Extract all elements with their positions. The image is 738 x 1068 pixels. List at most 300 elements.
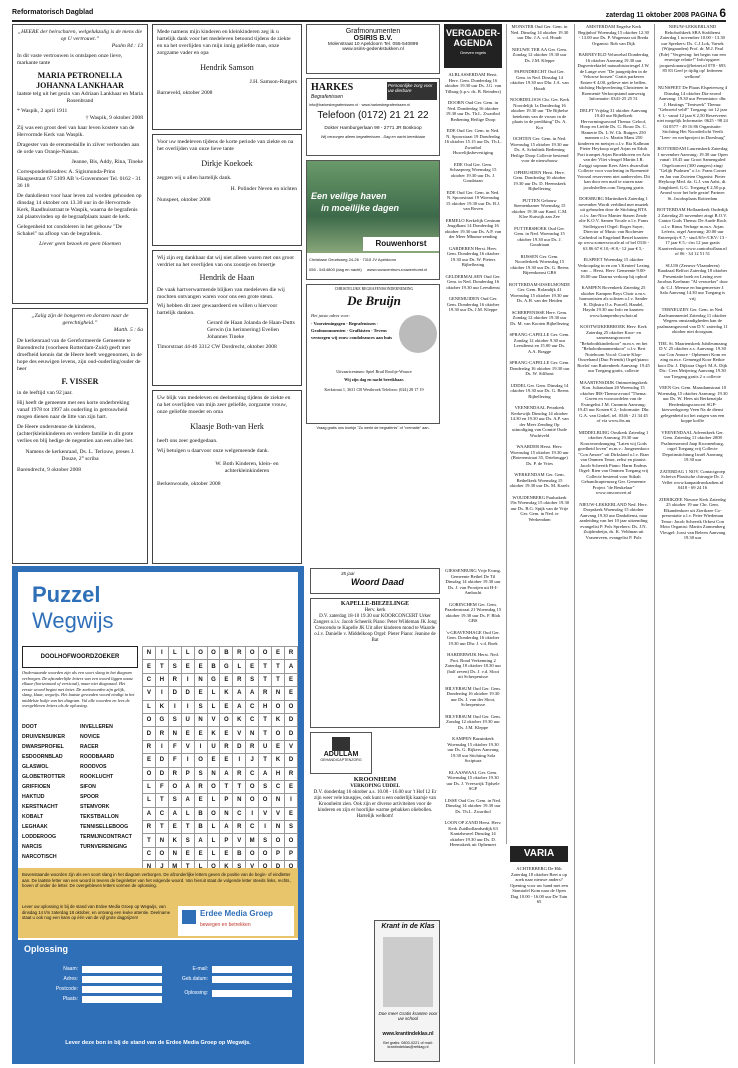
grid-cell: V <box>207 713 220 726</box>
grid-cell: O <box>207 647 220 660</box>
grid-cell: O <box>246 780 259 793</box>
agenda-item: GORINCHEM Ger. Gem. Paardenstraat 21 Woensdag 15 oktober 19.30 uur Ds. P. Blok GBS <box>444 601 502 623</box>
grid-cell: O <box>259 847 272 860</box>
page-date: zaterdag 11 oktober 2008 <box>605 12 689 19</box>
thanks3-name: Hendrik de Haan <box>199 272 255 282</box>
grid-cell: K <box>233 713 246 726</box>
city-field[interactable] <box>82 996 162 1003</box>
grid-cell: O <box>194 754 207 767</box>
word-item: NOVICE <box>80 734 100 740</box>
puzzle-title-1: Puzzel <box>32 582 101 607</box>
word-item: HAKTIJD <box>22 794 45 800</box>
grid-cell: B <box>207 660 220 673</box>
grid-cell: S <box>194 700 207 713</box>
grid-cell: S <box>259 780 272 793</box>
agenda-item: KAMPEN Bazuinkerk Woensdag 15 oktober 19.30 uur Ds. G. Rijkers Aanvang 19.30 uur Stichting Sola Scriptura <box>447 736 499 763</box>
grid-cell: D <box>284 713 297 726</box>
harkes-tel[interactable]: Telefoon (0172) 21 21 22 <box>317 110 429 121</box>
grid-cell: O <box>246 847 259 860</box>
word-item: TEKSTBALLON <box>80 814 119 820</box>
grid-cell: A <box>194 834 207 847</box>
grid-row <box>143 660 298 673</box>
grid-cell: T <box>259 673 272 686</box>
osiris-title: Grafmonumenten <box>345 28 401 35</box>
ad-adullam <box>310 732 372 774</box>
agenda-column-1b <box>444 568 502 1064</box>
grid-cell: E <box>272 647 285 660</box>
grid-cell: G <box>220 660 233 673</box>
grid-cell: N <box>220 807 233 820</box>
rouw-title-1: Een veilige haven <box>311 191 387 201</box>
agenda-item: KLAASWAAL Ger. Gem. Woensdag 15 oktober 19.30 uur Ds. J. Vreeswijk Tijdsele SGP <box>446 769 500 791</box>
grid-cell: C <box>246 821 259 834</box>
grid-cell: T <box>155 660 168 673</box>
grid-cell: O <box>284 700 297 713</box>
agenda-item: KAMPEN Bovenkerk Zaterdag 25 oktober Kampen Boys Choir o.m.v. harmonisten als solisten o.l.v. Sander K. Dijkstra O.a. Purcell, Handel, Haydn 19.30 uur Info en kaarten: www.kampenboyschoir.nl <box>579 285 648 318</box>
grid-cell: A <box>246 687 259 700</box>
grid-cell: T <box>272 673 285 686</box>
grid-cell: S <box>259 834 272 847</box>
agenda-item: KOOTWIJKERBROEK Herv. Kerk Zaterdag 25 oktober Koor- en samenzangconcert "Rehobothkinderkoor" m.m.v. en het "Rehobothmannenkoor" o.l.v. Bert Noteboom Vocal: Corrie Klop-Ouwehand (Duo Friends) Orgel/piano: Roelof van Ruitenbeek Aanvang: 19.45 uur Toegang gratis, collecte <box>577 324 650 373</box>
rouw-brand: Rouwenhorst <box>363 237 439 251</box>
form-label-plaats: Plaats: <box>62 996 78 1002</box>
grid-cell: N <box>272 687 285 700</box>
grid-cell: A <box>181 794 194 807</box>
kroonheim-title: KROONHEIM <box>353 776 397 783</box>
grid-cell: K <box>155 700 168 713</box>
grid-cell: T <box>155 821 168 834</box>
word-item: INVELLEREN <box>80 724 113 730</box>
varia-column <box>510 866 568 1064</box>
word-item: DWARSPROFIEL <box>22 744 64 750</box>
grid-cell: O <box>207 807 220 820</box>
grid-cell: L <box>181 647 194 660</box>
thanks2-text2: zeggen wij u allen hartelijk dank. <box>157 174 232 181</box>
thanks3-text3: Wij hebben dit zeer gewaardeerd en willen u hiervoor hartelijk danken. <box>157 302 278 316</box>
obit2-sign: Namens de kerkenraad, Ds. L. Terlouw, preses J. Douze, 2° scriba <box>25 448 135 462</box>
grid-cell: E <box>194 794 207 807</box>
bruijn-top: CHRISTELIJKE BEGRAFENISONDERNEMING <box>334 287 414 291</box>
grid-cell: O <box>246 794 259 807</box>
word-item: ROOKLUCHT <box>80 774 114 780</box>
obit2-p1: De kerkenraad van de Gereformeerde Gemeente te Barendrecht (voorheen Rotterdam-Zuid) geeft met droefheid kennis dat de Heere heeft weggenomen, in de hope des eeuwigen levens, zijn oud-ouderling/ouder de heer <box>17 337 142 372</box>
puzzle-send-text-2: Lever uw oplossing in bij de stand van Erdee Media Groep op Wegwijs, van dinsdag 14 t/m zaterdag 18 oktober, en ontvang een leuke attentie. Deelname staat u ook nog een kans op één van de vijf grote dagprijzen! <box>22 904 171 921</box>
obit2-place: Barendrecht, 9 oktober 2008 <box>17 466 81 473</box>
grid-cell: A <box>181 780 194 793</box>
ad-de-bruijn <box>306 284 440 424</box>
grid-cell: C <box>272 780 285 793</box>
obit2-quote: „Zalig zijn de hongeren en dorsten naar de gerechtigheid.” <box>31 313 129 326</box>
grid-row <box>143 687 298 700</box>
agenda-item: MIDDELBURG Oostkerk Zaterdag 1 oktober Aanvang 19.30 uur Kooravondzanging "Laten wij Gods goedheid loven" m.m.v.: Jongerenkoor "Con Amore" uit Dirksland o.l.v. Rian van Ommen Tenor, zelist en pianist: Jacob Scheerik Piano: Harm Endeas Orgel: Rien van Ommen Toegang vrij Collecte bestemd voor Stikah Gehandicaptenzorg Ger. Gemeente Project "de Beukelaar" www.onsconcert.nl <box>577 429 650 495</box>
grid-cell: H <box>155 673 168 686</box>
grid-row <box>143 767 298 780</box>
grid-cell: A <box>220 767 233 780</box>
obit-p3: De dankdienst voor haar leven zal worden gehouden op dinsdag 14 oktober om 13.30 uur in de Hervormde Kerk, Raadhuisstraat te Waspik, waarna de begrafenis zal plaatsvinden op de begraafplaats naast de kerk. <box>17 192 142 220</box>
bruijn-addr: Kerkstraat 1, 3631 CB Westbroek Telefoon: (024) 28 17 19 <box>324 387 424 392</box>
bruijn-name: De Bruijn <box>347 293 401 308</box>
agenda-item: ELSPEET Woensdag 15 oktober Verkoopdag in en om 't Keuterf Lezing van ... Herst. Herv. Gemeente 9.00-16.00 uur Daarna verkoop bij opbod <box>577 257 650 279</box>
bruijn-sub: Uitvaartcentrum: Spiel Bruil Rooftje-Wouwe <box>336 369 412 374</box>
agenda-item: PUTTERSHOEK Oud Ger. Gem. in Ned. Woensdag 15 oktober 19.30 uur Ds. J. Goudriaan <box>514 225 565 247</box>
grid-cell: F <box>155 780 168 793</box>
agenda-item: EDE Oud Ger. Gem. in Ned. N. Spoorstraat 19 Donderdag 16 oktober 15.15 uur Ds. Th.L. Zwartbol Huwelijksbevestiging <box>444 128 502 155</box>
obit2-name: F. VISSER <box>61 376 99 386</box>
grid-cell: U <box>181 713 194 726</box>
thanks3-text: Wij zijn erg dankbaar dat wij niet alleen waren met ons groot verdriet na het overlijden van ons zoontje en broertje <box>157 255 294 268</box>
grid-cell: V <box>259 807 272 820</box>
grid-cell: R <box>194 780 207 793</box>
agenda-column-4 <box>654 24 728 1064</box>
ad-rouwenhorst <box>306 160 440 280</box>
grid-row <box>143 834 298 847</box>
agenda-item: ERMELO Kerkelijk Centrum Jeugdkant 14 Donderdag 16 oktober 19.30 uur Ds. A.P. van der Meer Mbuma-zending <box>444 217 502 239</box>
thanks2-name: Dirkje Koekoek <box>201 158 253 168</box>
agenda-item: OCHTEN Ger. Gem. in Ned. Woensdag 15 oktober 19.30 uur Ds. A. Schultink Bediening Heilige Doop Collecte bestemd voor de nieuwbouw <box>510 136 569 163</box>
grid-row <box>143 673 298 686</box>
word-item: ROODVOS <box>80 764 107 770</box>
page-number: 6 <box>719 6 726 20</box>
grid-cell: T <box>233 780 246 793</box>
thanks-de-haan <box>152 250 302 386</box>
obituary-visser <box>12 308 148 564</box>
grid-cell: V <box>233 727 246 740</box>
grid-row <box>143 754 298 767</box>
agenda-item: RIJSSEN Ger. Gem. Noorderkerk Woensdag 15 oktober 19.30 uur Ds. G. Beens Bijeenkomst GBS <box>510 253 569 275</box>
grid-cell: R <box>233 767 246 780</box>
obit-correspondence: Correspondentieadres: A. Sigismunda-Prins Haagsestraat 67 5109 AB 's-Gravenmoer Tel. 0162 - 31 36 18 <box>17 168 142 189</box>
grid-row <box>143 780 298 793</box>
obit2-ref: Matth. 5 : 6a <box>113 326 143 333</box>
grid-cell: E <box>220 754 233 767</box>
grid-cell: D <box>143 727 156 740</box>
grid-cell: O <box>155 847 168 860</box>
agenda-item: PUTTEN Gebouw Steenenkamer Woensdag 15 oktober 19.30 uur Kand. C.M. Kloe Kutwijk aan Zee <box>511 197 568 219</box>
grid-cell: H <box>259 700 272 713</box>
adullam-name: ADULLAM <box>323 751 359 758</box>
grid-cell: C <box>246 713 259 726</box>
agenda-column-3 <box>574 24 650 1064</box>
agenda-item: NUNSPEET De Plaats Elspeterweg 4 Dinsdag 14 oktober Dia-avond Aanvang: 19.30 uur Presentator: dhr. J. Hastings "Tentwerk" Thema: "Gebroeid veld!" Toegang: tot 12 jaar € 1,- vanaf 12 jaar € 2,50 Reserveren niet mogelijk Informatie: 0625 - 98 24 04 0577 - 49 16 86 Organisatie: Stichting Het Noorderlicht Veeth "Leer- en werkproject in Doesburg" <box>657 85 728 140</box>
grid-cell: N <box>155 834 168 847</box>
word-item: SPOOR <box>80 794 99 800</box>
grid-cell: I <box>181 673 194 686</box>
grid-cell: P <box>220 794 233 807</box>
kapelle-sub: Herv. kerk <box>364 608 386 614</box>
agenda-item: ROTTERDAM Laurenskerk Zaterdag 1 november Aanvang: 19.30 uur Open vanaf: 18.45 uur Groot Samenguled Orgelconcert (300 zangers) zingt "Gelijk Psalmen" o.l.v. Frans Cornet en Jan van Zwieten Organist: Pieter Heykoop Med. da. G.J. van Aalst, di. Jongbloed, G.G. Toegang € 2,50 p.p. Avond voor het hele gezin! Partner: St. Jacobsplaats Rotterdam <box>657 146 728 201</box>
oplossing-form <box>18 940 298 1058</box>
grid-cell: I <box>155 740 168 753</box>
birthdate-field[interactable] <box>212 976 292 983</box>
grid-cell: R <box>220 740 233 753</box>
word-item: DRUIVENSUIKER <box>22 734 65 740</box>
bruijn-intro: Het juiste adres voor: <box>311 313 351 318</box>
word-item: TENNISELLEBOOG <box>80 824 129 830</box>
grid-cell: E <box>181 727 194 740</box>
grid-cell: S <box>181 834 194 847</box>
thanks3-addr: Timorstraat 44-46 3312 CW Dordrecht, oktober 2008 <box>157 343 277 350</box>
grid-cell: K <box>272 713 285 726</box>
puzzle-words-right <box>80 722 140 852</box>
grid-cell: E <box>272 740 285 753</box>
grid-cell: I <box>181 700 194 713</box>
grid-cell: N <box>272 794 285 807</box>
grid-row <box>143 700 298 713</box>
grid-cell: F <box>168 740 181 753</box>
grid-cell: D <box>155 754 168 767</box>
agenda-item: SPRANG-CAPELLE Ger. Gem. Zondag 12 oktober 9.30 uur Leesdienst en 15.00 uur Ds. A.A. Bragge <box>509 332 570 354</box>
grid-cell: S <box>168 794 181 807</box>
grid-cell: D <box>233 740 246 753</box>
rouw-tel: 055 - 5414800 (dag en nacht) <box>309 267 362 272</box>
agenda-item: GELDERMALSEN Oud Ger. Gem. in Ned. Donderdag 16 oktober 19.30 uur Leesdienst <box>445 273 501 290</box>
kroonheim-text: D.V. donderdag 16 oktober a.s. 10.00 - 16.00 uur 't Hof 12 Er zijn weer vele knuspjes, ook kunt u een ouderlijk kaarsje van Kroonheim zien. Ook zijn er diverse activiteiten voor de kinderen en zijn er hoorlijke warme gebakken oliebollen. Hartelijk welkom! <box>313 789 437 819</box>
grid-cell: T <box>259 754 272 767</box>
grid-cell: C <box>246 767 259 780</box>
agenda-item: DELFT Vrijdag 31 oktober Aanvang 19.40 uur Bijbelkerk Hervormingsavond Thema: Geloof, Hoop en Liefde Ds. G. Bouw Ds. C. Hamerie Ds. L.W. Ch. Rutgers 250 mannen o.l.v. Martin Mans 250 kinderen en meisjes o.l.v. Ria Kallman Pieter Heykoop orgel Arjan en Eduh Port trompet Arjan Broekhoven en Aria van der Vliet vleugel Martin J.R. Zwiggi sopraan Kees Alers dwarsfluit Collecte voor voorlening in Roemenië Voorzal reserveren niet aanbevolen. Dit kan door een mail te sturen naar jacobsbellen.com Toegang gratis <box>577 107 650 190</box>
grid-cell: R <box>143 740 156 753</box>
word-item: NARCIS <box>22 844 42 850</box>
email-field[interactable] <box>212 966 292 973</box>
woord-name: Woord Daad <box>351 577 404 587</box>
agenda-item: MAARTENSDIJK Ontmoetingskerk Kon. Julianalaan 20 Woensdag 15 oktober IBS-Thema-avond "Thema: Gaven en vooroordelen van de Evangelist J.M. Cummin Aanvang: 19.45 uur Kosten € 2,- Informatie: Dhr. G.A. van Ginkel, tel. 0346 - 21 34 45 of via www.ibs.nu <box>577 379 650 423</box>
grid-cell: B <box>233 847 246 860</box>
grid-cell: L <box>207 847 220 860</box>
grid-cell: E <box>143 660 156 673</box>
grid-cell: I <box>155 687 168 700</box>
grid-cell: I <box>155 647 168 660</box>
thanks1-text: Mede namens mijn kinderen en kleinkinderen zeg ik u hartelijk dank voor het medeleven betoond tijdens de ziekte en na het overlijden van mijn innig geliefde man, onze zorgzame vader en opa <box>157 29 291 56</box>
grid-cell: R <box>155 727 168 740</box>
puzzle-grid <box>142 646 298 875</box>
agenda-item: NIEUW-LEKKERLAND Rehobothkerk SBA Stafdienst Zaterdag 1 november 10.00 - 13.30 uur Sprekers: Ds. C.J.Lok, Varsek (Wijngaarden) Prof. dr. M.J. Paul (Ede) "Vergeving: het begin van een eeuwige relatie!" Info/opgave: jacqueslonauw@hetnet.nl 078 - 693 85 83 Geef je tijdig op! Iedereen welkom! <box>659 24 726 79</box>
grid-cell: U <box>259 740 272 753</box>
grid-cell: E <box>143 754 156 767</box>
grid-cell: E <box>284 673 297 686</box>
postcode-field[interactable] <box>82 986 162 993</box>
harkes-brand: HARKES <box>311 82 354 93</box>
oplossing-title: Oplossing <box>24 944 69 954</box>
agenda-column-1 <box>444 72 502 592</box>
grid-cell: L <box>168 647 181 660</box>
grid-cell: L <box>233 660 246 673</box>
agenda-item: 's-GRAVENHAGE Oud Ger. Gem. Donderdag 16 oktober 19.30 uur Dhr. J. v.d. Boek <box>446 629 500 646</box>
word-item: LEGHAAK <box>22 824 48 830</box>
grid-cell: S <box>168 660 181 673</box>
obit2-p3: Hij heeft de gemeente met een korte onderbreking vanaf 1978 tot 1997 als ouderling in getrouwheid mogen dienen naar de litte van zijn hart. <box>17 399 130 420</box>
puzzle-inner <box>18 572 298 1058</box>
form-label-postcode: Postcode: <box>55 986 78 992</box>
thanks-samson <box>152 24 302 130</box>
rouw-web[interactable]: www.rouwcentrum-rouwenhorst.nl <box>367 267 428 272</box>
grid-cell: R <box>168 767 181 780</box>
grid-cell: I <box>233 754 246 767</box>
thanks4-text3: Wij betuigen u daarvoor onze welgemeende dank. <box>157 447 270 454</box>
puzzle-footer: Lever deze bon in bij de stand van de Erdee Media Groep op Wegwijs. <box>65 1040 251 1046</box>
thanks-both <box>152 390 302 564</box>
ad-kapelle <box>310 598 440 728</box>
obit-born: * Waspik, 2 april 1911 <box>17 107 68 114</box>
puzzle-instructions: Onderstaande woorden zijn als een soort slang in het diagram verborgen. De afzonderlijke letters van een woord liggen naast elkaar (horizontaal of verticaal), maar niet diagonaal. Het eerste woord begint met letter. De zoekwoorden zijn gelijk, slang, klaar, wegwijs. Het laatste gevonden woord eindigt in het middelste hokje van het diagram. Vul alle woorden en lees de overgebleven letters als de oplossing. <box>22 670 135 708</box>
obit-name-2: JOHANNA LANKHAAR <box>36 80 124 90</box>
thanks3-sign: Gerard de Haan Jolanda de Haan-Dutts Gerwin (in herinnering) Evelien Johannes Tineke <box>207 319 295 340</box>
woord-years: 35 jaar <box>341 571 355 576</box>
name-field[interactable] <box>82 966 162 973</box>
grid-cell: E <box>194 687 207 700</box>
agenda-item: TIEL St. Maartenskerk Jubileumzang D.V. 25 oktober a.s. Aanvang: 19.30 uur Con Amore - Ophemert Kom en zing m.m.v. Gemengd Koor Reikie koor Dir. J. Dijkstra Orgel: M.A. Dijk Dir.: Cees Meijering Aanvang 19.30 uur Toegang gratis 2 x collecte <box>657 340 728 379</box>
ad-woord-daad <box>310 568 440 594</box>
bruijn-items: · Voorzieningsgen · Begrafenissen · Grafmonumenten · Grafkisten · Tevens verzorgen wij rouw condoleances aan huis <box>311 321 393 340</box>
thanks1-sign: J.H. Samson-Rutgers <box>249 78 297 85</box>
agenda-item: EDE Oud Ger. Gem. Schaapweg Woensdag 15 oktober 19.30 uur Ds. J. Goudriaan <box>449 161 497 183</box>
paper-name: Reformatorisch Dagblad <box>12 9 94 16</box>
grid-cell: R <box>168 673 181 686</box>
puzzle-wegwijs <box>12 566 304 1064</box>
word-item: DOOT <box>22 724 37 730</box>
word-item: TERMIJNCONTRACT <box>80 834 132 840</box>
osiris-web[interactable]: www.osiris-gedenkstukken.nl <box>342 47 404 52</box>
erdee-tag: bewegen en betrekken <box>200 922 251 928</box>
grid-cell: N <box>272 821 285 834</box>
obit2-p4: De Heere ondersteune de kinderen, (achter)kleinkinderen en verdere familie in dit grote verlies en blij hedige de negentien aan een allee het. <box>17 423 134 444</box>
grid-cell: K <box>207 727 220 740</box>
agenda-item: BARNEVELD Veluwehal Donderdag 16 oktober Aanvang 19.30 uur Dagvertrektafel natuurhistoriesgel J.W. de Lange over "De jaargetijden in de Veluwse bossen" Gratis parkeren Entree € 4,00, gelieve niet te bellen, stichting Hulpverlening Christenen in Roemenië Verkoopstand aanwezig Informatie: 0341-25 25 51 <box>577 52 650 101</box>
grid-cell: I <box>284 794 297 807</box>
grid-cell: E <box>284 780 297 793</box>
obit-p5: Liever geen bezoek en geen bloemen <box>39 240 121 247</box>
krant-image-icon <box>383 937 433 1007</box>
rouw-addr: Christiaan Geurtsweg 24-26 · 7315 JV Apeldoorn <box>309 257 397 262</box>
grid-cell: T <box>259 660 272 673</box>
harkes-addr: Dokter Hamburgerlaan 99 - 2771 JR Boskoop <box>324 126 422 131</box>
form-label-birthdate: Geb.datum: <box>181 976 208 982</box>
grid-cell: E <box>220 727 233 740</box>
grid-cell: C <box>246 700 259 713</box>
solution-field[interactable] <box>212 990 292 997</box>
agenda-item: NIEUWE TER AA Ger. Gem. Zondag 12 oktober 19.30 uur Ds. J.M. Kleppe <box>511 46 568 63</box>
vergader-title: VERGADER-AGENDA <box>445 28 500 48</box>
grid-cell: S <box>168 713 181 726</box>
grid-cell: J <box>246 754 259 767</box>
grid-cell: N <box>194 713 207 726</box>
erdee-logo <box>178 906 294 936</box>
agenda-item: DOORN Oud Ger. Gem. in Ned. Donderdag 16 oktober 19.30 uur Ds. Th.L. Zwartbol Bediening Heilige Doop <box>445 100 501 122</box>
grid-cell: A <box>143 807 156 820</box>
ad-harkes <box>306 78 440 156</box>
obit-intro: In dit vaste vertrouwen is ontslapen onze lieve, markante tante <box>17 52 123 66</box>
obit-quote: „HEERE der heirscharen, welgelukzalig is de mens die op U vertrouwt.” <box>17 29 143 42</box>
grid-cell: E <box>284 807 297 820</box>
vergader-badge: Oneven regels <box>459 50 486 55</box>
agenda-item: ROTTERDAM Hoflaankerk Oudedijk 2 Zaterdag 25 november zingt B.O.V. Cantor Gods Thema: De Aarde Roch o.l.v. Rinus Verhage m.m.v. Arjan Leferts, orgel Aanvang: 20.00 uur Entreeprijs € 7,- stud./65+/CKV/ 13 - 17 jaar € 5,- t/m 12 jaar gratis Kaartverkoop: www.cantorhoflaan.nl of 06 - 34 12 51 51 <box>657 207 728 256</box>
agenda-column-2 <box>506 24 570 844</box>
grid-cell: S <box>194 767 207 780</box>
grid-cell: T <box>259 713 272 726</box>
kroonheim-sub: VERKOPING UDDEL <box>350 783 400 789</box>
grid-cell: E <box>207 754 220 767</box>
grid-cell: E <box>220 700 233 713</box>
grid-cell: O <box>168 780 181 793</box>
grid-cell: L <box>207 821 220 834</box>
thanks2-sign: H. Polinder Neven en nichten <box>230 185 297 192</box>
grid-cell: O <box>143 713 156 726</box>
word-item: KERSTNACHT <box>22 804 58 810</box>
grid-cell: O <box>272 834 285 847</box>
agenda-item: NIEUW-LEKKERLAND Ned. Herv. Dorpskerk Woensdag 15 oktober Aanvang 19.30 uur Dankdienst, naar aanleiding van het 10 jaar uitzending evangelist P. Pols Sprekers: Ds. J.N. Zuijdenbeijn, ds. K. Veldman uit Vrasenveen, evangelist P. Pols <box>579 501 648 540</box>
thanks2-text: Voor uw medeleven tijdens de korte periode van ziekte en na het overlijden van onze lieve tante <box>157 139 294 152</box>
thanks-koekoek <box>152 134 302 246</box>
grid-cell: O <box>284 834 297 847</box>
grid-cell: P <box>284 847 297 860</box>
grid-cell: S <box>284 821 297 834</box>
grid-cell: A <box>233 687 246 700</box>
obit-p1: Zij was een groot deel van haar leven kostere van de Hervormde Kerk van Waspik. <box>17 124 135 138</box>
erdee-logo-icon <box>182 910 196 924</box>
grid-cell: G <box>155 713 168 726</box>
grid-cell: E <box>194 727 207 740</box>
word-item: NARCOTISCH <box>22 854 57 860</box>
harkes-sub: Begrafenissen <box>311 94 343 100</box>
grid-cell: C <box>233 807 246 820</box>
thanks2-place: Nunspeet, oktober 2008 <box>157 196 211 203</box>
osiris-addr: Molenstraat 10 Apeldoorn Tel. 055-540899 <box>327 42 419 47</box>
agenda-item: LISSE Oud Ger. Gem. in Ned. Dinsdag 14 oktober 19.30 uur Ds. Th.L. Zwartbol <box>444 797 502 814</box>
grid-cell: O <box>259 794 272 807</box>
obit-died: † Waspik, 9 oktober 2008 <box>85 114 143 121</box>
grid-cell: E <box>246 660 259 673</box>
grid-cell: H <box>272 767 285 780</box>
bruijn-logo-icon <box>399 315 437 353</box>
grid-cell: C <box>143 847 156 860</box>
grid-cell: E <box>181 660 194 673</box>
grid-cell: D <box>168 687 181 700</box>
grid-cell: P <box>220 834 233 847</box>
grid-cell: R <box>233 647 246 660</box>
grid-cell: B <box>194 807 207 820</box>
grid-cell: F <box>168 754 181 767</box>
krant-web[interactable]: www.krantindeklas.nl <box>382 1031 434 1037</box>
grid-cell: I <box>194 740 207 753</box>
agenda-item: ROTTERDAM-IJSSELMONDE Ger. Gem. Rolandijk 41 Woensdag 15 oktober 19.30 uur Ds. A.H. van der Heiden <box>509 281 570 303</box>
agenda-item: UDDEL Ger. Gem. Dinsdag 14 oktober 19.30 uur Ds. G. Beens Bijbellezing <box>510 382 569 399</box>
agenda-item: ACHTERBERG De Hilt Zaterdag 18 oktober Beet u op zoek naar nieuwe anders? Opening voor uw hand met een Stamtafel Kom naar de Open Dag 10.00 - 16.00 uur De Tuin 65 <box>510 866 568 904</box>
grid-cell: L <box>143 700 156 713</box>
krant-tel: Bel gratis: 0800-0221 of mail: krantindeklas@refdag.nl <box>383 1041 433 1049</box>
grid-cell: L <box>207 687 220 700</box>
page-label: PAGINA <box>690 12 718 19</box>
word-item: TURNVERENIGING <box>80 844 127 850</box>
grid-cell: O <box>194 647 207 660</box>
agenda-item: MONSTER Oud Ger. Gem. in Ned. Dinsdag 14 oktober 19.30 uur Dhr. J.A. v.d. Houdt <box>510 24 569 40</box>
grid-cell: E <box>220 673 233 686</box>
grid-cell: N <box>168 847 181 860</box>
grid-row <box>143 807 298 820</box>
grid-cell: V <box>284 740 297 753</box>
form-label-oplossing: Oplossing: <box>184 990 208 996</box>
form-label-adres: Adres: <box>63 976 78 982</box>
address-field[interactable] <box>82 976 162 983</box>
word-item: KOBALT <box>22 814 44 820</box>
varia-header: VARIA <box>510 846 568 862</box>
grid-cell: O <box>272 727 285 740</box>
grid-cell: E <box>220 847 233 860</box>
grid-cell: O <box>207 780 220 793</box>
grid-cell: N <box>207 767 220 780</box>
grid-cell: E <box>284 687 297 700</box>
grid-cell: I <box>246 807 259 820</box>
grid-cell: C <box>143 673 156 686</box>
grid-cell: A <box>168 807 181 820</box>
